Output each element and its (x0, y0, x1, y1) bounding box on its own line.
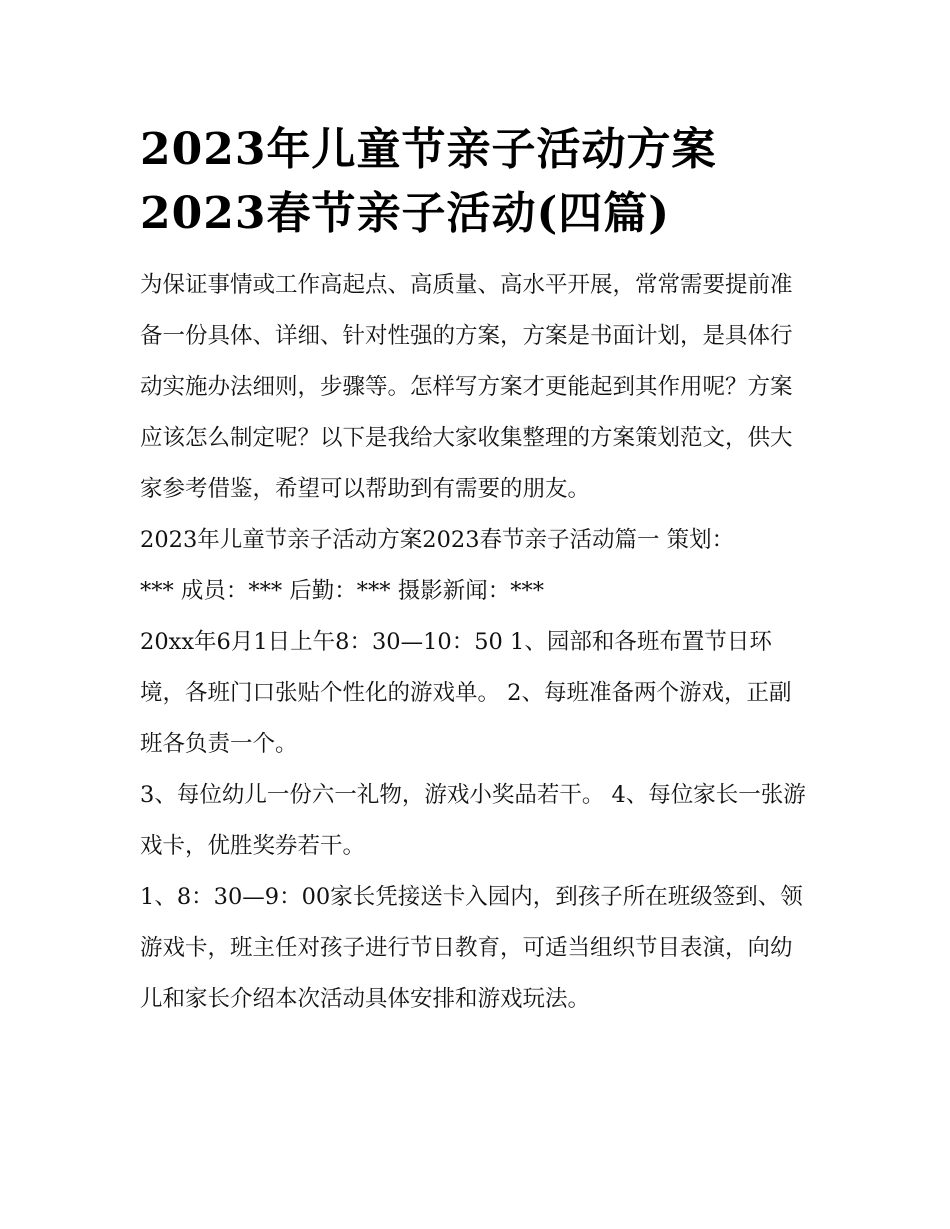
gifts-paragraph: 3、每位幼儿一份六一礼物，游戏小奖品若干。 4、每位家长一张游戏卡，优胜奖券若干。 (140, 782, 806, 859)
schedule-preparation-paragraph: 20xx年6月1日上午8：30—10：50 1、园部和各班布置节日环境，各班门口张贴个性化的游戏单。 2、每班准备两个游戏，正副班各负责一个。 (140, 629, 792, 757)
document-content (140, 118, 812, 1025)
section-heading-paragraph: 2023年儿童节亲子活动方案2023春节亲子活动篇一 策划： (140, 527, 735, 553)
staff-roles-paragraph: *** 成员：*** 后勤：*** 摄影新闻：*** (140, 578, 544, 604)
document-title (140, 118, 812, 246)
intro-paragraph: 为保证事情或工作高起点、高质量、高水平开展，常常需要提前准备一份具体、详细、针对性强的方案，方案是书面计划，是具体行动实施办法细则，步骤等。怎样写方案才更能起到其作用呢？方案应该怎么制定呢？以下是我给大家收集整理的方案策划范文，供大家参考借鉴，希望可以帮助到有需要的朋友。 (140, 272, 793, 502)
title-line-1: 2023年儿童节亲子活动方案 (140, 124, 717, 175)
title-line-2: 2023春节亲子活动(四篇) (140, 188, 671, 239)
activity-step-1-paragraph: 1、8：30—9：00家长凭接送卡入园内，到孩子所在班级签到、领游戏卡，班主任对孩子进行节日教育，可适当组织节目表演，向幼儿和家长介绍本次活动具体安排和游戏玩法。 (140, 884, 803, 1012)
